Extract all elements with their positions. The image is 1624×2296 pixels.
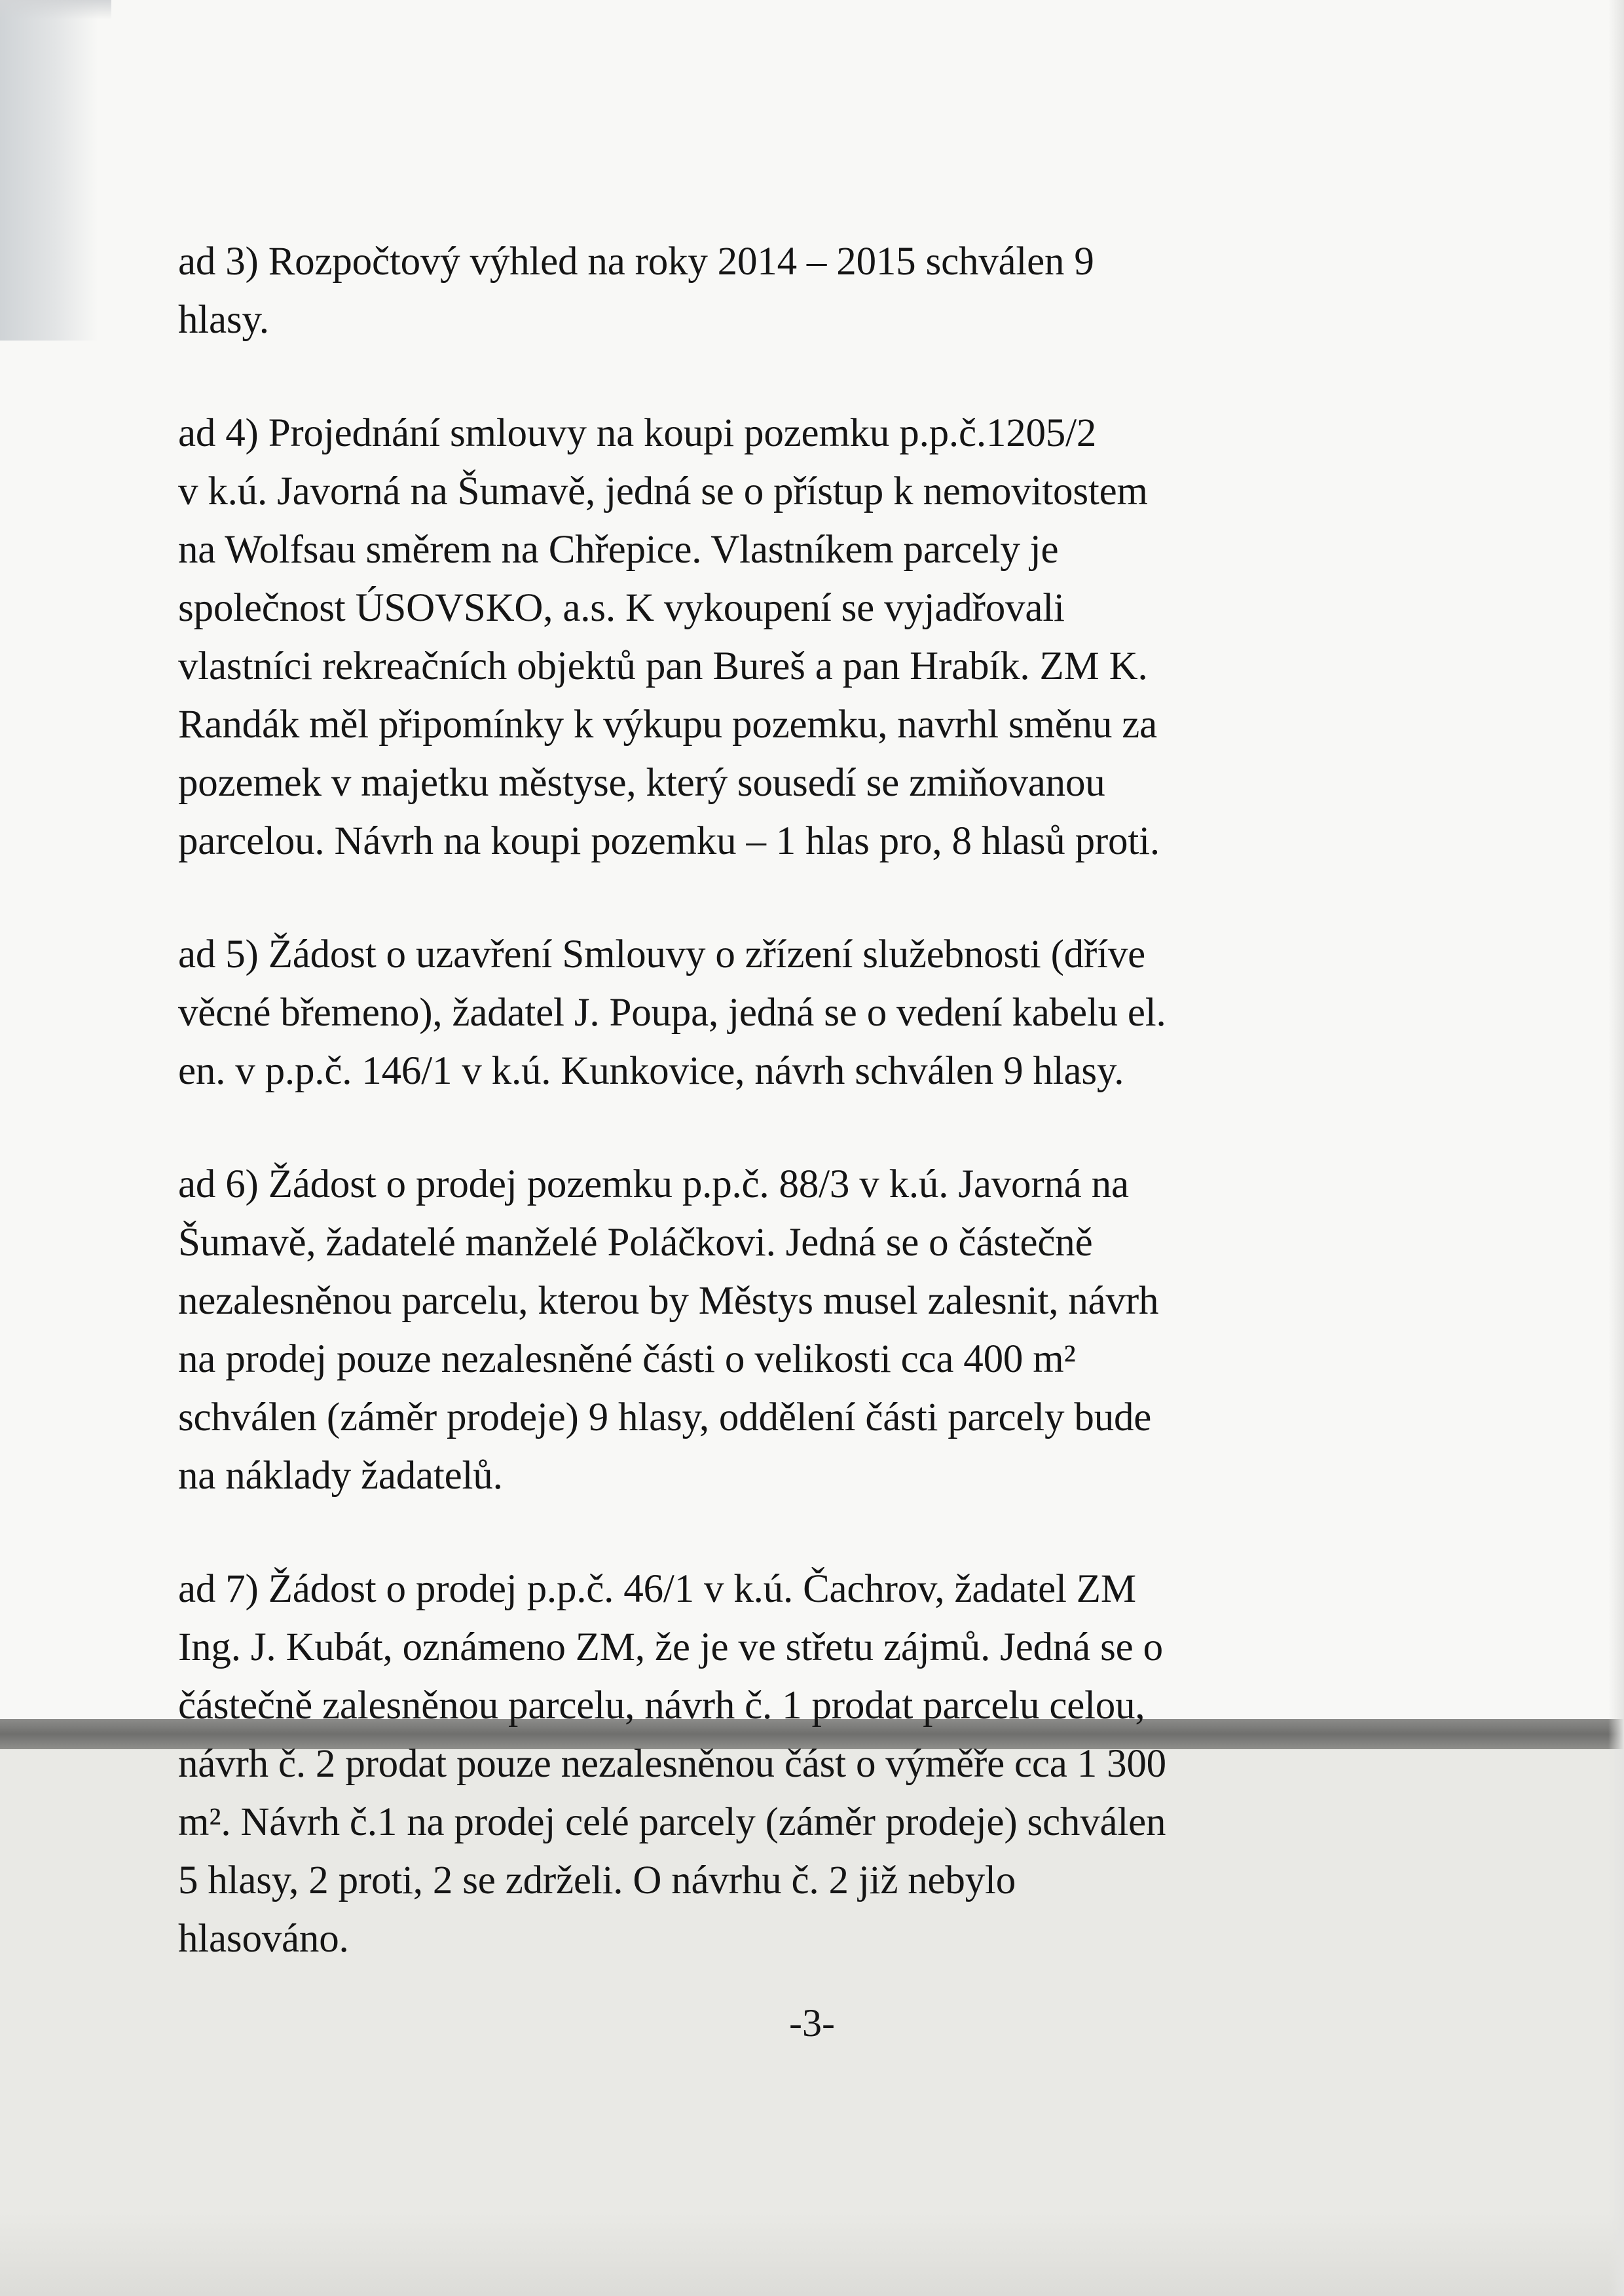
scan-edge-right	[1608, 0, 1624, 2296]
paragraph-item-4: ad 4) Projednání smlouvy na koupi pozemku p.p.č.1205/2 v k.ú. Javorná na Šumavě, jedná se o přístup k nemovitostem na Wolfsau směrem na Chřepice. Vlastníkem parcely je společnost ÚSOVSKO, a.s. K vykoupení se vyjadřovali vlastníci rekreačních objektů pan Bureš a pan Hrabík. ZM K. Randák měl připomínky k výkupu pozemku, navrhl směnu za pozemek v majetku městyse, který sousedí se zmiňovanou parcelou. Návrh na koupi pozemku – 1 hlas pro, 8 hlasů proti.	[178, 411, 1160, 863]
paragraph-item-7: ad 7) Žádost o prodej p.p.č. 46/1 v k.ú. Čachrov, žadatel ZM Ing. J. Kubát, oznámeno ZM, že je ve střetu zájmů. Jedná se o částečně zalesněnou parcelu, návrh č. 1 prodat parcelu celou, návrh č. 2 prodat pouze nezalesněnou část o výměře cca 1 300 m². Návrh č.1 na prodej celé parcely (záměr prodeje) schválen 5 hlasy, 2 proti, 2 se zdrželi. O návrhu č. 2 již nebylo hlasováno.	[178, 1567, 1166, 1961]
minutes-body	[178, 232, 1396, 2023]
paragraph-item-6: ad 6) Žádost o prodej pozemku p.p.č. 88/3 v k.ú. Javorná na Šumavě, žadatelé manželé Poláčkovi. Jedná se o částečně nezalesněnou parcelu, kterou by Městys musel zalesnit, návrh na prodej pouze nezalesněné části o velikosti cca 400 m² schválen (záměr prodeje) 9 hlasy, oddělení části parcely bude na náklady žadatelů.	[178, 1162, 1159, 1498]
page-number: -3-	[789, 2001, 835, 2045]
scan-fold-top	[0, 0, 111, 20]
paragraph-item-5: ad 5) Žádost o uzavření Smlouvy o zřízení služebnosti (dříve věcné břemeno), žadatel J. Poupa, jedná se o vedení kabelu el. en. v p.p.č. 146/1 v k.ú. Kunkovice, návrh schválen 9 hlasy.	[178, 933, 1166, 1093]
scan-shadow-left	[0, 0, 98, 341]
scan-lower-shadow	[0, 2213, 1624, 2296]
paragraph-item-3: ad 3) Rozpočtový výhled na roky 2014 – 2015 schválen 9 hlasy.	[178, 240, 1094, 342]
